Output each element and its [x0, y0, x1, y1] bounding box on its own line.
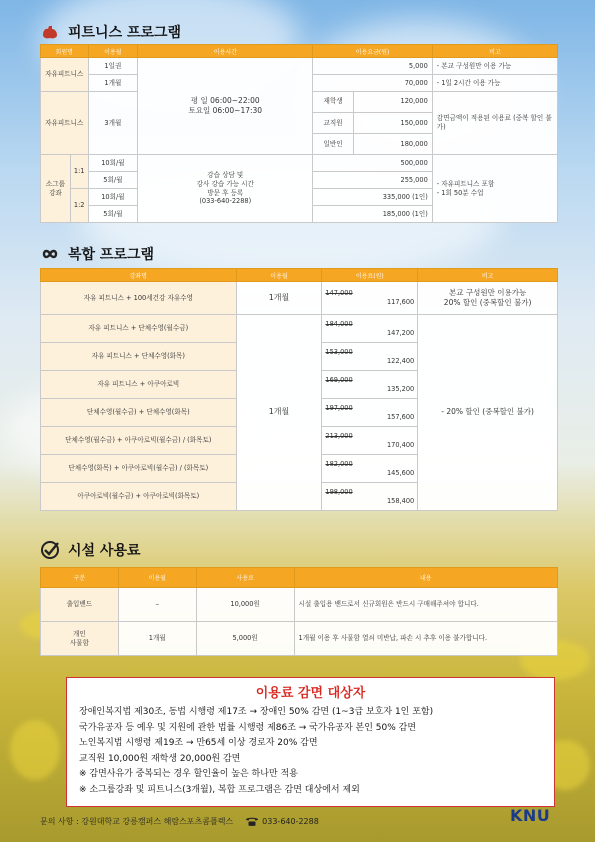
table-row: 소그룹 강좌 1:1 10회/월 강습 상담 및 강사 강습 가능 시간 방문 후 등록 (033-640-2288) 500,000 - 자유피트니스 포함 - 1회 50분 수업: [41, 155, 558, 172]
table-header-row: 구분 이용월 사용료 내용: [41, 568, 558, 588]
table-row: 자유피트니스 3개월 재학생 120,000 교직원 150,000 일반인 180,000 감면금액이 적용된 이용료 (중복 할인 불가): [41, 92, 558, 155]
table-row: 5회/월 185,000 (1인): [41, 206, 558, 223]
table-row: 자유 피트니스 + 단체수영(월수금) 1개월 184,000 147,200 - 20% 할인 (중복할인 불가): [41, 315, 558, 343]
table-row: 자유 피트니스 + 100세건강 자유수영 1개월 147,000 117,600 본교 구성원만 이용가능 20% 할인 (중복할인 불가): [41, 282, 558, 315]
table-row: 아쿠아로빅(월수금) + 아쿠아로빅(화목토) 198,000 158,400: [41, 483, 558, 511]
discount-line: 노인복지법 시행령 제19조 → 만65세 이상 경로자 20% 감면: [79, 738, 318, 748]
table-row: 출입밴드 – 10,000원 시설 출입용 밴드로서 신규회원은 반드시 구매해주셔야 합니다.: [41, 588, 558, 622]
table-row: 자유 피트니스 + 아쿠아로빅 169,000 135,200: [41, 371, 558, 399]
table-row: 1:2 10회/월 335,000 (1인): [41, 189, 558, 206]
checkmark-circle-icon: [40, 540, 60, 560]
table-header-row: 회원명 이용월 이용시간 이용요금(원) 비고: [41, 45, 558, 58]
fitness-title: 피트니스 프로그램: [68, 25, 182, 41]
table-row: 단체수영(월수금) + 단체수영(화목) 197,000 157,600: [41, 399, 558, 427]
contact-text: 문의 사항 : 강원대학교 강릉캠퍼스 해람스포츠콤플렉스: [40, 816, 234, 826]
table-row: 단체수영(화목) + 아쿠아로빅(월수금) / (화목토) 182,000 145,600: [41, 455, 558, 483]
table-row: 5회/월 255,000: [41, 172, 558, 189]
fitness-section-title: [40, 20, 181, 44]
table-row: 1개월 70,000 - 1일 2시간 이용 가능: [41, 75, 558, 92]
footer: [40, 812, 560, 830]
phone-contact[interactable]: [245, 816, 319, 827]
discount-line: ※ 소그룹강좌 및 피트니스(3개월), 복합 프로그램은 감면 대상에서 제외: [79, 784, 360, 795]
fitness-table: [40, 44, 558, 223]
table-row: 자유피트니스 1일권 평 일 06:00~22:00 토요일 06:00~17:30 5,000 - 본교 구성원만 이용 가능: [41, 58, 558, 75]
combo-table: [40, 268, 558, 511]
phone-icon: [245, 816, 259, 827]
discount-line: 교직원 10,000원 재학생 20,000원 감면: [79, 753, 241, 764]
facility-section-title: [40, 538, 141, 562]
table-row: 개인 사물함 1개월 5,000원 1개월 이용 후 사물함 열쇠 미반납, 파손 시 추후 이용 불가합니다.: [41, 622, 558, 656]
phone-number: 033-640-2288: [262, 816, 319, 826]
discount-line: 국가유공자 등 예우 및 지원에 관한 법률 시행령 제86조 → 국가유공자 본인 50% 감면: [79, 722, 417, 733]
discount-line: 장애인복지법 제30조, 동법 시행령 제17조 → 장애인 50% 감면 (1~3급 보호자 1인 포함): [79, 707, 434, 717]
combo-section-title: [40, 242, 154, 266]
combo-title: 복합 프로그램: [68, 247, 155, 263]
discount-box: [66, 677, 555, 807]
table-header-row: 강좌명 이용월 이용료(원) 비고: [41, 269, 558, 282]
table-row: 단체수영(월수금) + 아쿠아로빅(월수금) / (화목토) 213,000 170,400: [41, 427, 558, 455]
facility-table: [40, 567, 558, 656]
muscle-icon: [40, 22, 60, 42]
table-row: 자유 피트니스 + 단체수영(화목) 153,000 122,400: [41, 343, 558, 371]
discount-title: 이용료 감면 대상자: [255, 686, 366, 701]
knu-logo: KNU: [510, 806, 551, 825]
discount-line: ※ 감면사유가 중복되는 경우 할인율이 높은 하나만 적용: [79, 769, 298, 779]
facility-title: 시설 사용료: [68, 543, 141, 559]
loop-icon: [40, 244, 60, 264]
